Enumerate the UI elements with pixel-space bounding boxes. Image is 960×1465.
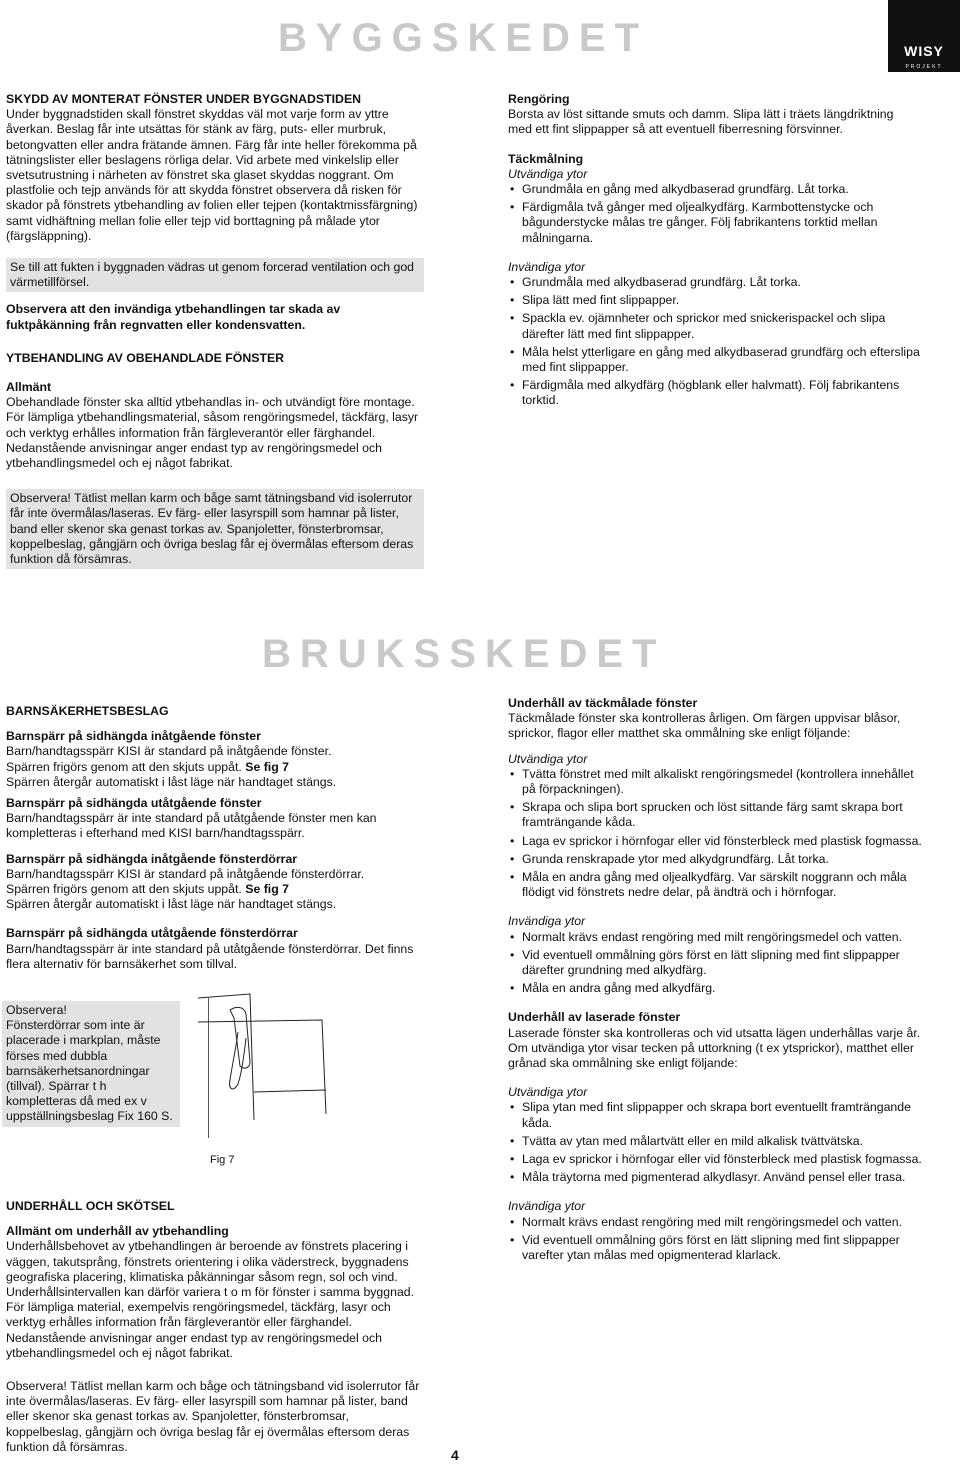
list-item: • Skrapa och slipa bort sprucken och löst sittande färg samt skrapa bort framträngande kåda. [510,800,903,830]
heading-tackmalade: Underhåll av täckmålade fönster [508,696,698,710]
list-item: • Måla helst ytterligare en gång med alkydbaserad grundfärg och efterslipa med fint slippapper. [510,344,920,375]
list-item: • Vid eventuell ommålning görs först en lätt slipning med fint slippapper varefter ytan målas med opigmenterad klarlack. [510,1232,900,1263]
left-column-byggskedet [6,92,424,569]
left-column-underhall [6,1199,424,1455]
subheading-allmant: Allmänt [6,380,52,395]
paragraph-underhall: Underhållsbehovet av ytbehandlingen är beroende av fönstrets placering i väggen, takutsprång, fönstrets orientering i olika väderstreck, byggnadens geografiska placering, klimatiska påkänningar såsom regn, sol och vind. Underhållsintervallen kan därför variera t o m för fönster i samma byggnad. För lämpliga material, exempelvis rengöringsmedel, täckfärg, lasyr och verktyg erhålles information från färgleverantör eller färghandel. Nedanstående anvisningar anger endast typ av rengöringsmedel och ytbehandlingsmedel och ej något fabrikat. [6,1239,415,1360]
label-invandiga: Invändiga ytor [508,914,586,929]
list-item: • Vid eventuell ommålning görs först en lätt slipning med fint slippapper därefter grundning med alkydfärg. [510,947,900,978]
text-b2: Barn/handtagsspärr är inte standard på utåtgående fönster men kan kompletteras i efterhand med KISI barn/handtagsspärr. [6,811,377,841]
list-item: • Grunda renskrapade ytor med alkydgrundfärg. Låt torka. [510,851,829,866]
list-item: • Måla träytorna med pigmenterad alkydlasyr. Använd pensel eller trasa. [510,1170,906,1185]
list-item: • Normalt krävs endast rengöring med milt rengöringsmedel och vatten. [510,1214,903,1229]
paragraph-laserade: Laserade fönster ska kontrolleras och vid utsatta lägen underhållas varje år. Om utvändiga ytor visar tecken på uttorkning (t ex ytsprickor), matthet eller grånad ska ommålning ske enligt följande: [508,1025,921,1071]
list-item: • Spackla ev. ojämnheter och sprickor med snickerispackel och slipa därefter lätt med fint slippapper. [510,311,886,341]
heading-skydd: SKYDD AV MONTERAT FÖNSTER UNDER BYGGNADSTIDEN [6,92,362,106]
subheading-b1: Barnspärr på sidhängda inåtgående fönster [6,729,261,744]
subheading-b3: Barnspärr på sidhängda inåtgående fönsterdörrar [6,851,298,866]
paragraph-skydd: Under byggnadstiden skall fönstret skyddas väl mot varje form av yttre åverkan. Beslag får inte utsättas för stänk av färg, puts- eller murbruk, betongvatten eller andra frätande ämnen. Färg får inte heller förekomma på tätningslister eller beslagens rörliga delar. Vid arbete med vinkelslip eller svetsutrustning i närheten av fönstret ska glaset skyddas noggrant. Om plastfolie och tejp används för att skydda fönstret observera då risken för skador på fönstrets ytbehandling av folien eller tejpen (kontaktmissfärgning) samt vidhäftning mellan folie eller tejp vid borttagning på målade ytor (färgsläppning). [6,107,418,243]
warning-moisture: Observera att den invändiga ytbehandlingen tar skada av fuktpåkänning från regnvatten eller kondensvatten. [6,302,341,332]
wisy-logo [888,0,960,72]
label-utvandiga: Utvändiga ytor [508,1085,588,1100]
list-invandiga-tack [508,930,922,997]
label-invandiga: Invändiga ytor [508,1199,586,1214]
list-item: • Grundmåla en gång med alkydbaserad grundfärg. Låt torka. [510,182,849,197]
list-item: • Slipa lätt med fint slippapper. [510,293,680,308]
observera-box: Observera! Tätlist mellan karm och båge samt tätningsband vid isolerrutor får inte övermålas/laseras. Ev färg- eller lasyrspill som hamnar på lister, band eller skenor ska genast torkas av. Spanjoletter, fönsterbromsar, koppelbeslag, gångjärn och övriga beslag får ej övermålas eftersom deras funktion då försämras. [6,489,424,569]
label-utvandiga: Utvändiga ytor [508,751,588,766]
right-column-bruksskedet [508,696,922,1266]
list-item: • Färdigmåla två gånger med oljealkydfärg. Karmbottenstycke och bågunderstycke målas tre gånger. Följ fabrikantens torktid mellan målningarna. [510,200,878,245]
window-handle-figure [190,992,330,1124]
fig-reference: Se fig 7 [245,882,289,897]
note-observera: Observera! Tätlist mellan karm och båge och tätningsband vid isolerrutor får inte övermålas/laseras. Ev färg- eller lasyrspill som hamnar på lister, band eller skenor ska genast torkas av. Spanjoletter, fönsterbromsar, koppelbeslag, gångjärn och övriga beslag får ej övermålas eftersom deras funktion då försämras. [6,1379,420,1454]
right-column-byggskedet [508,92,920,412]
list-item: • Måla en andra gång med oljealkydfärg. Var särskilt noggrann och måla flödigt vid fönstrets nedre delar, på ändträ och i hörnfogar. [510,870,907,900]
label-utvandiga: Utvändiga ytor [508,166,588,181]
list-utvandiga [508,182,920,246]
heading-tackmalning: Täckmålning [508,151,584,166]
logo-subtext: PROJEKT [905,64,943,70]
fig-reference: Se fig 7 [245,759,289,774]
list-item: • Normalt krävs endast rengöring med milt rengöringsmedel och vatten. [510,929,903,944]
heading-rengoring: Rengöring [508,92,570,106]
list-invandiga [508,275,920,409]
heading-underhall: UNDERHÅLL OCH SKÖTSEL [6,1199,175,1213]
subheading-underhall: Allmänt om underhåll av ytbehandling [6,1224,229,1239]
page-number: 4 [451,1447,459,1463]
list-invandiga-laser [508,1215,922,1264]
list-item: • Slipa ytan med fint slippapper och skrapa bort eventuellt framträngande kåda. [510,1100,911,1130]
label-invandiga: Invändiga ytor [508,259,586,274]
handle-base-icon [230,1007,250,1068]
list-item: • Tvätta av ytan med målartvätt eller en mild alkalisk tvättvätska. [510,1133,864,1148]
heading-ytbehandling: YTBEHANDLING AV OBEHANDLADE FÖNSTER [6,350,285,365]
list-item: • Måla en andra gång med alkydfärg. [510,981,716,996]
heading-laserade: Underhåll av laserade fönster [508,1010,681,1025]
text-b1-line1: Barn/handtagsspärr KISI är standard på inåtgående fönster. [6,744,332,759]
left-column-bruksskedet [6,704,424,972]
list-utvandiga-tack [508,767,922,901]
ventilation-box: Se till att fukten i byggnaden vädras ut genom forcerad ventilation och god värmetillförsel. [6,258,424,292]
subheading-b2: Barnspärr på sidhängda utåtgående fönster [6,796,262,811]
paragraph-tackmalade: Täckmålade fönster ska kontrolleras årligen. Om färgen uppvisar blåsor, sprickor, flagor eller matthet ska ommålning ske enligt följande: [508,711,901,741]
list-item: • Laga ev sprickor i hörnfogar eller vid fönsterbleck med plastisk fogmassa. [510,833,922,848]
logo-text: WISY [904,43,944,59]
subheading-b4: Barnspärr på sidhängda utåtgående fönsterdörrar [6,926,298,941]
paragraph-rengoring: Borsta av löst sittande smuts och damm. Slipa lätt i träets längdriktning med ett fint slippapper så att eventuell fiberresning försvinner. [508,107,894,137]
list-item: • Tvätta fönstret med milt alkaliskt rengöringsmedel (kontrollera innehållet på förpackningen). [510,766,914,797]
text-b4: Barn/handtagsspärr är inte standard på utåtgående fönsterdörrar. Det finns flera alternativ för barnsäkerhet som tillval. [6,941,414,971]
text-b1-line3: Spärren återgår automatiskt i låst läge när handtaget stängs. [6,774,337,789]
list-utvandiga-laser [508,1100,922,1185]
paragraph-allmant: Obehandlade fönster ska alltid ytbehandlas in- och utvändigt före montage. För lämpliga ytbehandlingsmaterial, såsom rengöringsmedel, täckfärg, lasyr och verktyg erhålles information från färgleverantör eller färghandel. Nedanstående anvisningar anger endast typ av rengöringsmedel och ytbehandlingsmedel och ej något fabrikat. [6,395,419,471]
text-b1-line2: Spärren frigörs genom att den skjuts uppåt. [6,759,242,774]
list-item: • Färdigmåla med alkydfärg (högblank eller halvmatt). Följ fabrikantens torktid. [510,378,900,408]
observera-note-box: Observera! Fönsterdörrar som inte är placerade i markplan, måste förses med dubbla barnsäkerhetsanordningar (tillval). Spärrar t h kompletteras då med ex v uppställningsbeslag Fix 160 S. [2,1001,180,1127]
text-b3-line1: Barn/handtagsspärr KISI är standard på inåtgående fönsterdörrar. [6,866,365,881]
figure-label: Fig 7 [210,1154,235,1166]
list-item: • Grundmåla med alkydbaserad grundfärg. Låt torka. [510,275,801,290]
section-title-byggskedet: BYGGSKEDET [278,16,649,60]
heading-barnsakerhet: BARNSÄKERHETSBESLAG [6,704,169,718]
list-item: • Laga ev sprickor i hörnfogar eller vid fönsterbleck med plastisk fogmassa. [510,1152,922,1167]
text-b3-line2: Spärren frigörs genom att den skjuts uppåt. [6,882,242,897]
section-title-bruksskedet: BRUKSSKEDET [262,632,666,676]
handle-lever-icon [230,1032,246,1089]
text-b3-line3: Spärren återgår automatiskt i låst läge när handtaget stängs. [6,897,337,912]
